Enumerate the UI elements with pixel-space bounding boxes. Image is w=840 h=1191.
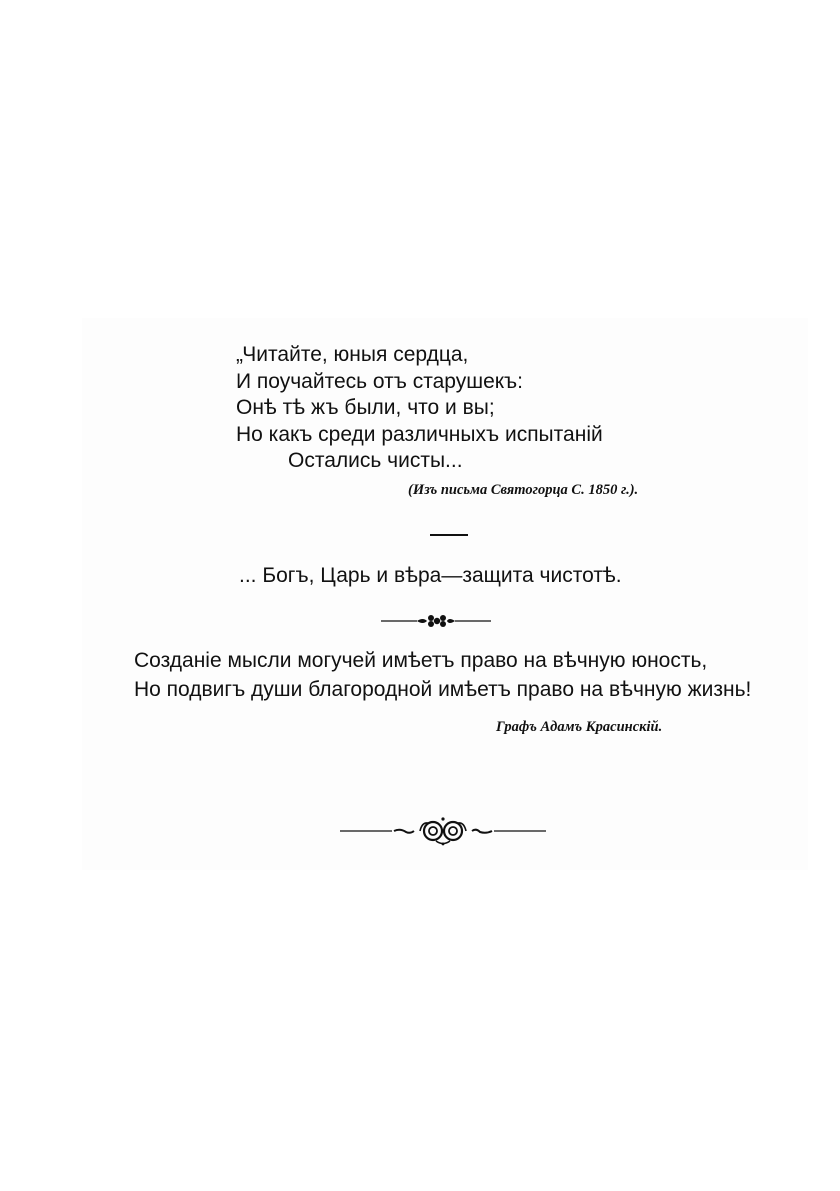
flourish-divider-icon (381, 612, 491, 630)
motto-line: ... Богъ, Царь и вѣра—защита чистотѣ. (239, 564, 622, 587)
quote-author: Графъ Адамъ Красинскій. (496, 719, 663, 735)
poem-source-citation: (Изъ письма Святогорца С. 1850 г.). (408, 482, 639, 498)
quotation (134, 646, 751, 704)
scroll-divider-icon (340, 814, 546, 848)
poem-line: Онѣ тѣ жъ были, что и вы; (236, 396, 495, 419)
short-divider-rule (430, 534, 468, 536)
poem-line: И поучайтесь отъ старушекъ: (236, 369, 523, 393)
poem-line: Но какъ среди различныхъ испытаній (236, 422, 603, 446)
epigraph-poem (236, 342, 603, 475)
poem-line: „Читайте, юныя сердца, (236, 343, 469, 366)
quote-line: Но подвигъ души благородной имѣетъ право на вѣчную жизнь! (134, 678, 752, 701)
quote-line: Созданіе мысли могучей имѣетъ право на вѣчную юность, (134, 649, 708, 672)
poem-line: Остались чисты... (288, 449, 463, 472)
